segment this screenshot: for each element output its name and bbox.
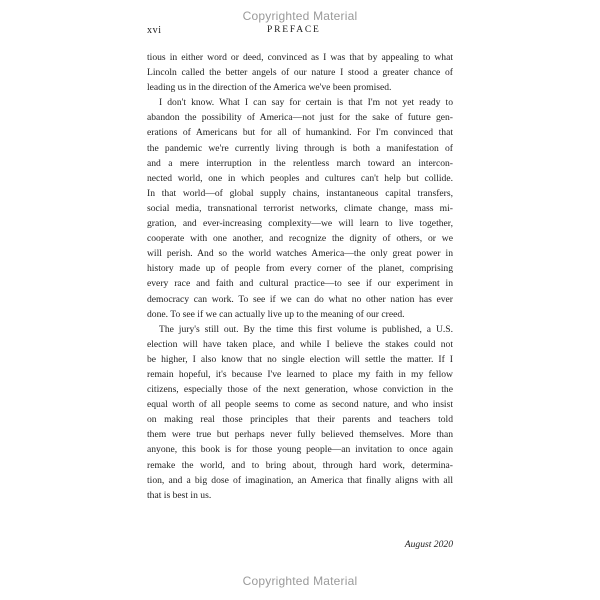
text-line: on making real those principles that their parents and teachers told	[147, 414, 453, 426]
text-line: gration, and ever-increasing complexity—we will learn to live together,	[147, 218, 453, 230]
text-line: remake the world, and to bring about, through hard work, determina-	[147, 459, 453, 471]
running-head	[147, 25, 453, 39]
text-line: social media, transnational terrorist networks, climate change, mass mi-	[147, 202, 453, 214]
text-line: tion, and a big dose of imagination, an America that finally aligns with all	[147, 474, 453, 486]
running-title: PREFACE	[267, 25, 321, 35]
text-line: the pandemic we're currently living through is both a manifestation of	[147, 142, 453, 154]
text-line: every race and faith and cultural practice—to see if our experiment in	[147, 278, 453, 290]
body-text	[147, 50, 453, 503]
text-line: done. To see if we can actually live up to the meaning of our creed.	[147, 308, 405, 320]
text-line: nected world, one in which peoples and cultures can't help but collide.	[147, 172, 453, 184]
text-line: anyone, this book is for those young people—an invitation to once again	[147, 444, 453, 456]
text-line: election will have taken place, and while I believe the stakes could not	[147, 338, 453, 350]
text-line: Lincoln called the better angels of our nature I stood a greater chance of	[147, 67, 453, 79]
text-line: equal worth of all people seems to come as second nature, and who insist	[147, 399, 453, 411]
copyright-watermark-top: Copyrighted Material	[242, 9, 358, 23]
text-line: citizens, especially those of the next generation, whose conviction in the	[147, 384, 453, 396]
text-line: will perish. And so the world watches America—the only great power in	[147, 248, 453, 260]
text-line: tious in either word or deed, convinced as I was that by appealing to what	[147, 52, 453, 63]
paragraph-2	[147, 95, 453, 321]
text-line: and a mere interruption in the relentless march toward an intercon-	[147, 157, 453, 169]
paragraph-3	[147, 322, 453, 503]
copyright-watermark-bottom: Copyrighted Material	[242, 574, 358, 588]
text-line: In that world—of global supply chains, instantaneous capital transfers,	[147, 187, 453, 199]
text-line: democracy can work. To see if we can do what no other nation has ever	[147, 293, 453, 305]
text-line: history made up of people from every corner of the planet, comprising	[147, 263, 453, 275]
text-line: I don't know. What I can say for certain is that I'm not yet ready to	[159, 97, 453, 109]
text-line: be higher, I also know that no single election will settle the matter. If I	[147, 353, 453, 365]
dateline: August 2020	[404, 539, 453, 550]
text-line: cooperate with one another, and recognize the dignity of others, or we	[147, 233, 453, 245]
text-line: them were true but perhaps never fully believed themselves. More than	[147, 429, 453, 441]
text-line: remain hopeful, it's because I've learned to place my faith in my fellow	[147, 368, 453, 380]
text-line: leading us in the direction of the America we've been promised.	[147, 82, 392, 94]
page-number: xvi	[147, 25, 162, 36]
text-line: The jury's still out. By the time this first volume is published, a U.S.	[159, 323, 453, 335]
text-line: that is best in us.	[147, 489, 212, 501]
text-line: abandon the possibility of America—not just for the sake of future gen-	[147, 112, 453, 124]
text-line: erations of Americans but for all of humankind. For I'm convinced that	[147, 127, 453, 139]
paragraph-1	[147, 50, 453, 95]
